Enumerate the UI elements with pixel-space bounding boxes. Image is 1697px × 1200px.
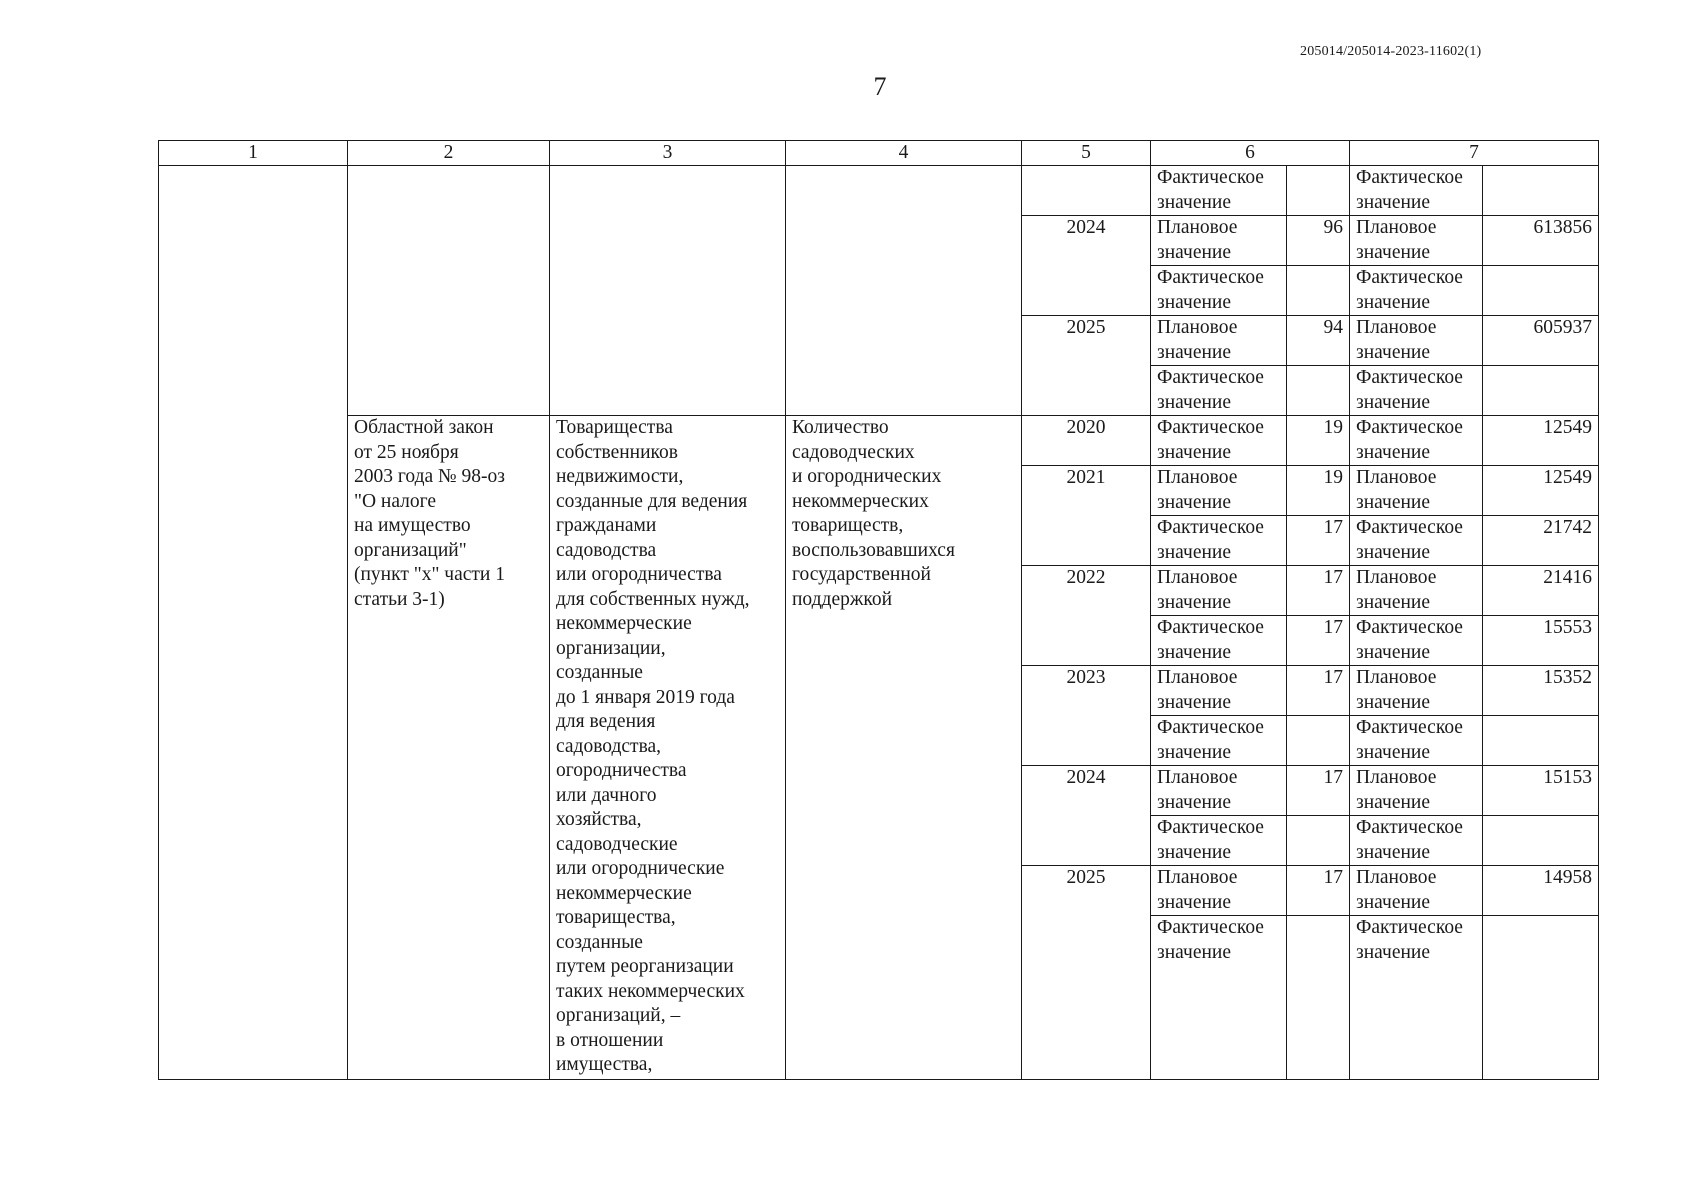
value-type-label: Фактическое значение — [1350, 166, 1483, 216]
value-type-label: Фактическое значение — [1151, 716, 1287, 766]
indicator-cell-continued — [786, 166, 1022, 416]
value-type-label: Плановое значение — [1350, 466, 1483, 516]
value-type-label: Плановое значение — [1350, 316, 1483, 366]
value-type-label: Фактическое значение — [1151, 366, 1287, 416]
tax-relief-table — [158, 140, 1599, 1080]
column-number: 1 — [159, 141, 348, 166]
column-1-cell — [159, 166, 348, 1080]
page-number: 7 — [873, 72, 887, 101]
law-reference-cell: Областной закон от 25 ноября 2003 года № 98-оз "О налоге на имущество организаций" (пункт "х" части 1 статьи 3-1) — [348, 416, 550, 1080]
column-number: 3 — [550, 141, 786, 166]
count-value — [1287, 366, 1350, 416]
count-value: 94 — [1287, 316, 1350, 366]
value-type-label: Фактическое значение — [1151, 616, 1287, 666]
value-type-label: Фактическое значение — [1350, 916, 1483, 1080]
value-type-label: Фактическое значение — [1350, 616, 1483, 666]
count-value — [1287, 266, 1350, 316]
amount-value — [1483, 266, 1599, 316]
amount-value: 21416 — [1483, 566, 1599, 616]
count-value — [1287, 916, 1350, 1080]
value-type-label: Плановое значение — [1151, 866, 1287, 916]
value-type-label: Фактическое значение — [1151, 416, 1287, 466]
year-cell: 2020 — [1022, 416, 1151, 466]
value-type-label: Фактическое значение — [1350, 416, 1483, 466]
amount-value: 613856 — [1483, 216, 1599, 266]
count-value: 96 — [1287, 216, 1350, 266]
value-type-label: Фактическое значение — [1350, 716, 1483, 766]
subjects-cell-continued — [550, 166, 786, 416]
value-type-label: Плановое значение — [1350, 216, 1483, 266]
value-type-label: Фактическое значение — [1151, 266, 1287, 316]
year-cell: 2021 — [1022, 466, 1151, 566]
count-value: 19 — [1287, 416, 1350, 466]
count-value: 17 — [1287, 516, 1350, 566]
value-type-label: Плановое значение — [1350, 866, 1483, 916]
value-type-label: Плановое значение — [1350, 566, 1483, 616]
count-value: 17 — [1287, 866, 1350, 916]
value-type-label: Фактическое значение — [1151, 166, 1287, 216]
amount-value — [1483, 716, 1599, 766]
year-cell: 2024 — [1022, 766, 1151, 866]
value-type-label: Плановое значение — [1151, 766, 1287, 816]
value-type-label: Плановое значение — [1151, 466, 1287, 516]
value-type-label: Фактическое значение — [1350, 366, 1483, 416]
amount-value — [1483, 166, 1599, 216]
amount-value — [1483, 916, 1599, 1080]
value-type-label: Плановое значение — [1350, 666, 1483, 716]
value-type-label: Плановое значение — [1151, 566, 1287, 616]
column-number: 4 — [786, 141, 1022, 166]
indicator-cell: Количество садоводческих и огороднических некоммерческих товариществ, воспользовавшихся государственной поддержкой — [786, 416, 1022, 1080]
count-value: 19 — [1287, 466, 1350, 516]
table-row — [159, 416, 1599, 466]
count-value: 17 — [1287, 666, 1350, 716]
column-number: 5 — [1022, 141, 1151, 166]
amount-value: 12549 — [1483, 416, 1599, 466]
year-cell: 2022 — [1022, 566, 1151, 666]
value-type-label: Фактическое значение — [1151, 516, 1287, 566]
value-type-label: Плановое значение — [1151, 316, 1287, 366]
amount-value — [1483, 366, 1599, 416]
count-value — [1287, 166, 1350, 216]
year-cell: 2023 — [1022, 666, 1151, 766]
column-number: 2 — [348, 141, 550, 166]
column-number: 6 — [1151, 141, 1350, 166]
amount-value: 14958 — [1483, 866, 1599, 916]
value-type-label: Плановое значение — [1350, 766, 1483, 816]
year-cell: 2025 — [1022, 316, 1151, 416]
table-row — [159, 166, 1599, 216]
value-type-label: Фактическое значение — [1151, 816, 1287, 866]
count-value — [1287, 716, 1350, 766]
amount-value: 15352 — [1483, 666, 1599, 716]
amount-value: 15553 — [1483, 616, 1599, 666]
year-cell: 2024 — [1022, 216, 1151, 316]
amount-value: 15153 — [1483, 766, 1599, 816]
value-type-label: Фактическое значение — [1350, 516, 1483, 566]
count-value: 17 — [1287, 766, 1350, 816]
value-type-label: Плановое значение — [1151, 666, 1287, 716]
count-value — [1287, 816, 1350, 866]
amount-value: 12549 — [1483, 466, 1599, 516]
value-type-label: Плановое значение — [1151, 216, 1287, 266]
column-number-row — [159, 141, 1599, 166]
count-value: 17 — [1287, 566, 1350, 616]
amount-value — [1483, 816, 1599, 866]
count-value: 17 — [1287, 616, 1350, 666]
beneficiaries-cell: Товарищества собственников недвижимости, созданные для ведения гражданами садоводства или огородничества для собственных нужд, некоммерческие организации, созданные до 1 января 2019 года для ведения садоводства, огородничества или дачного хозяйства, садоводческие или огороднические некоммерческие товарищества, созданные путем реорганизации таких некоммерческих организаций, – в отношении имущества, — [550, 416, 786, 1080]
amount-value: 605937 — [1483, 316, 1599, 366]
year-cell: 2025 — [1022, 866, 1151, 1080]
value-type-label: Фактическое значение — [1350, 816, 1483, 866]
law-cell-continued — [348, 166, 550, 416]
value-type-label: Фактическое значение — [1350, 266, 1483, 316]
year-cell — [1022, 166, 1151, 216]
document-id: 205014/205014-2023-11602(1) — [1300, 44, 1482, 59]
column-number: 7 — [1350, 141, 1599, 166]
amount-value: 21742 — [1483, 516, 1599, 566]
value-type-label: Фактическое значение — [1151, 916, 1287, 1080]
